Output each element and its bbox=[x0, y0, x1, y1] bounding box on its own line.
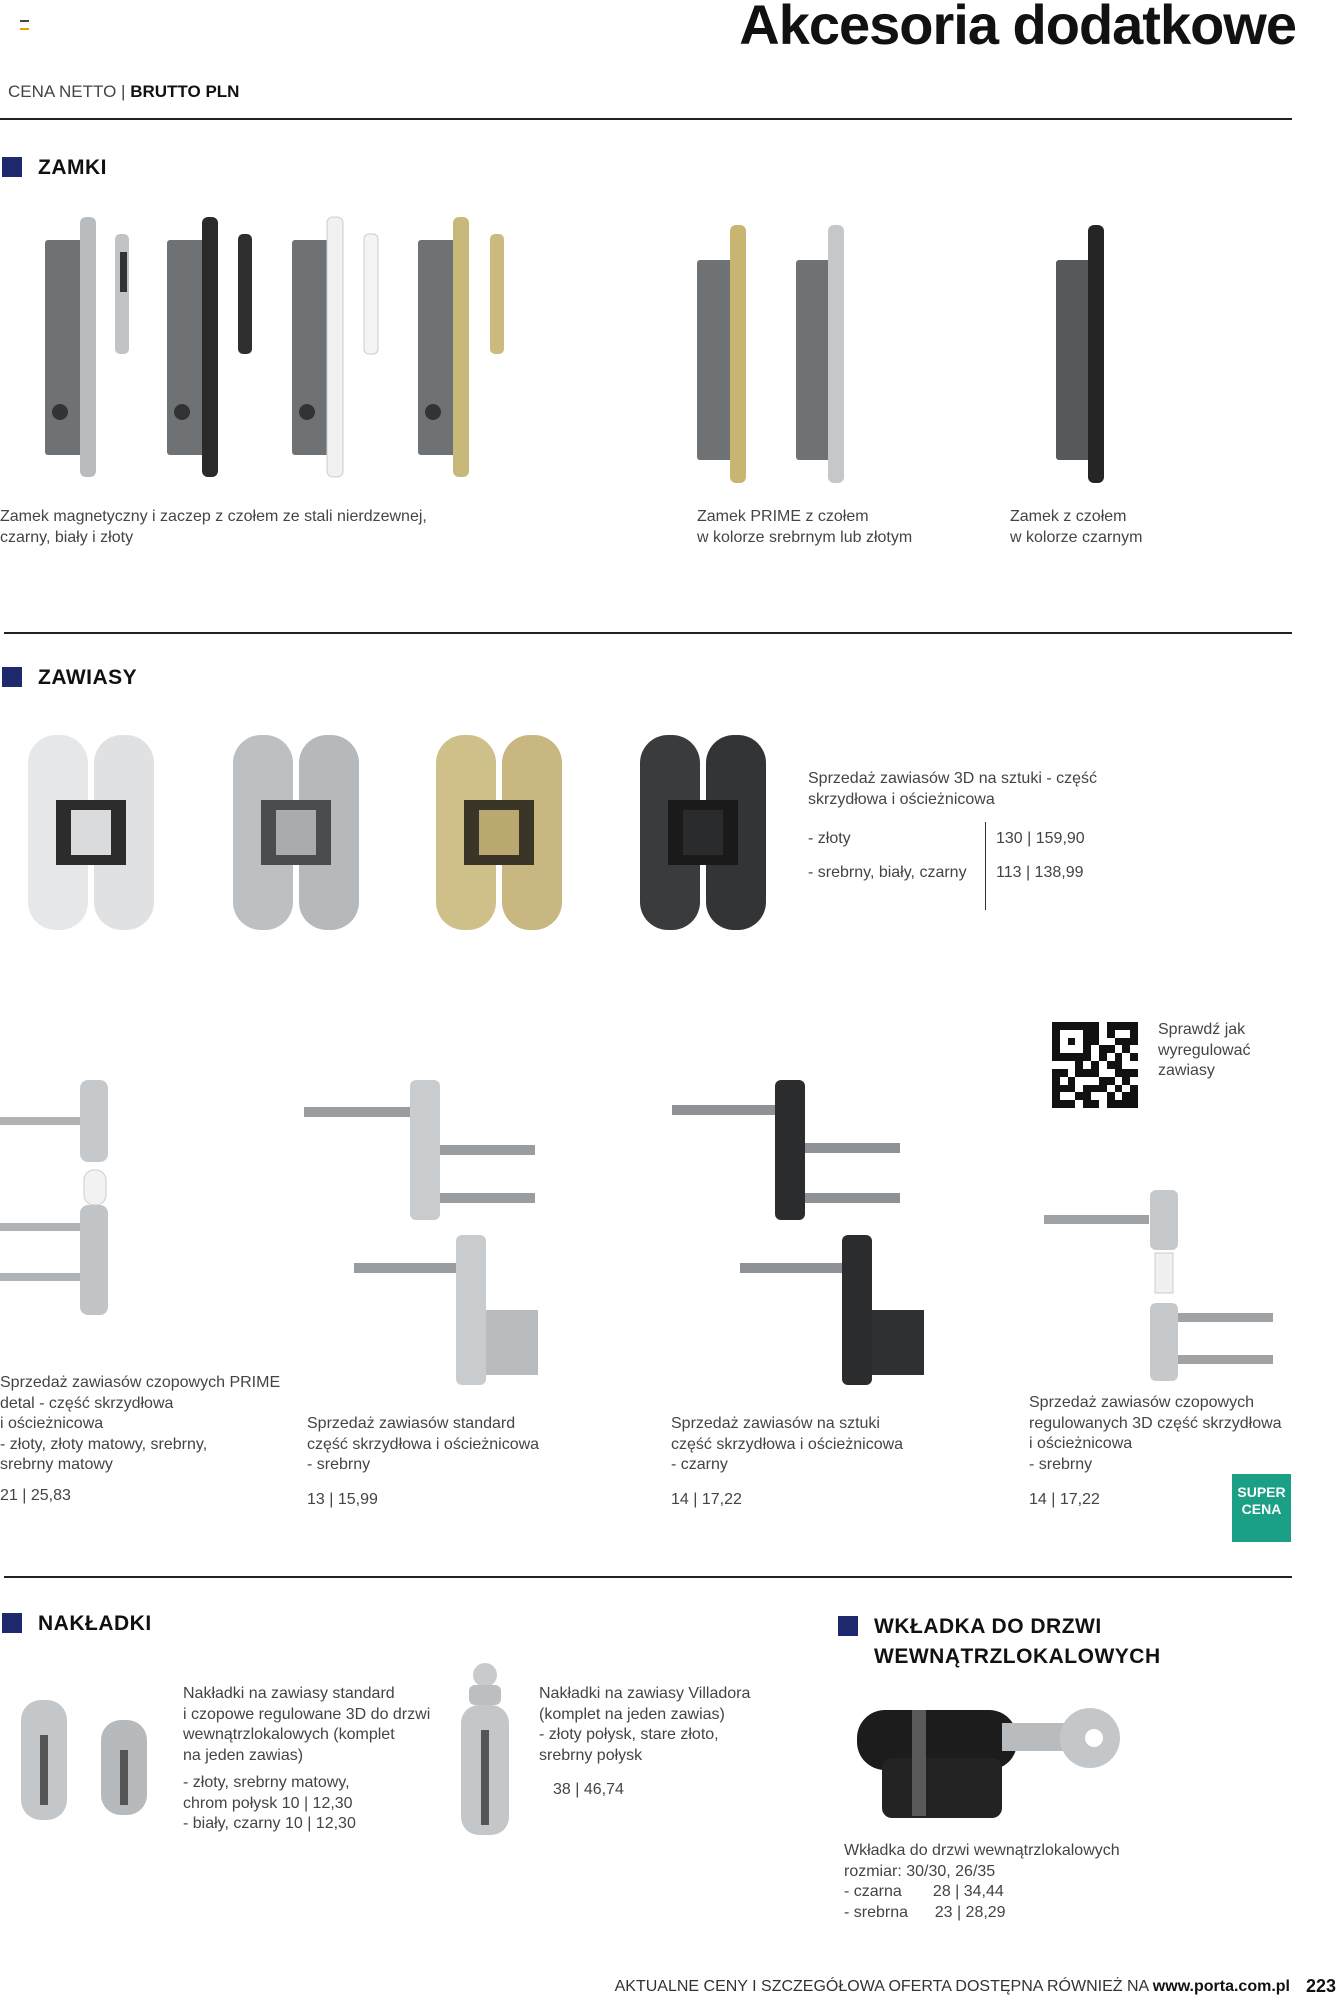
qr-module bbox=[1130, 1061, 1138, 1069]
section-heading-zawiasy bbox=[2, 666, 137, 690]
qr-module bbox=[1060, 1045, 1068, 1053]
hinges-3d-variant-silver: - srebrny, biały, czarny bbox=[808, 864, 967, 881]
caps-standard-variants: - złoty, srebrny matowy, chrom połysk 10 | 12,30 - biały, czarny 10 | 12,30 bbox=[183, 1774, 356, 1832]
qr-module bbox=[1091, 1077, 1099, 1085]
locks-magnetic-image bbox=[40, 212, 530, 482]
heading-text: NAKŁADKI bbox=[38, 1612, 152, 1635]
qr-module bbox=[1130, 1085, 1138, 1093]
qr-module bbox=[1122, 1030, 1130, 1038]
qr-module bbox=[1115, 1022, 1123, 1030]
hinges-3d-image bbox=[26, 730, 786, 935]
qr-module bbox=[1068, 1069, 1076, 1077]
qr-module bbox=[1083, 1092, 1091, 1100]
qr-module bbox=[1122, 1053, 1130, 1061]
qr-module bbox=[1099, 1085, 1107, 1093]
hinges-3d-price-silver: 113 | 138,99 bbox=[996, 864, 1084, 881]
qr-caption: Sprawdź jak wyregulować zawiasy bbox=[1158, 1021, 1251, 1079]
heading-marker bbox=[2, 157, 22, 177]
qr-module bbox=[1075, 1030, 1083, 1038]
qr-module bbox=[1052, 1069, 1060, 1077]
hinge-3d-pin-price: 14 | 17,22 bbox=[1029, 1491, 1100, 1508]
qr-module bbox=[1060, 1038, 1068, 1046]
qr-module bbox=[1060, 1022, 1068, 1030]
locks-prime-image bbox=[692, 220, 862, 490]
qr-module bbox=[1083, 1053, 1091, 1061]
heading-text: ZAWIASY bbox=[38, 666, 138, 689]
qr-module bbox=[1060, 1077, 1068, 1085]
qr-module bbox=[1052, 1022, 1060, 1030]
qr-module bbox=[1122, 1092, 1130, 1100]
qr-module bbox=[1075, 1022, 1083, 1030]
qr-module bbox=[1068, 1061, 1076, 1069]
qr-module bbox=[1052, 1038, 1060, 1046]
qr-module bbox=[1068, 1053, 1076, 1061]
footer-text bbox=[615, 1978, 1290, 1996]
caps-standard-desc: Nakładki na zawiasy standard i czopowe regulowane 3D do drzwi wewnątrzlokalowych (komplet na jeden zawias) bbox=[183, 1685, 431, 1764]
cylinder-desc: Wkładka do drzwi wewnątrzlokalowych rozmiar: 30/30, 26/35 - czarna 28 | 34,44 - srebrna 23 | 28,29 bbox=[844, 1842, 1120, 1921]
qr-module bbox=[1115, 1092, 1123, 1100]
qr-module bbox=[1115, 1030, 1123, 1038]
heading-text-line2: WEWNĄTRZLOKALOWYCH bbox=[874, 1645, 1161, 1668]
hinges-3d-variant-gold: - złoty bbox=[808, 830, 851, 847]
qr-module bbox=[1083, 1100, 1091, 1108]
qr-module bbox=[1115, 1077, 1123, 1085]
qr-module bbox=[1075, 1100, 1083, 1108]
qr-module bbox=[1083, 1038, 1091, 1046]
cylinder-image bbox=[852, 1688, 1127, 1828]
qr-module bbox=[1068, 1030, 1076, 1038]
qr-module bbox=[1091, 1038, 1099, 1046]
section-rule bbox=[4, 1576, 1292, 1578]
hinge-3d-pin-desc: Sprzedaż zawiasów czopowych regulowanych 3D część skrzydłowa i ościeżnicowa - srebrny bbox=[1029, 1394, 1282, 1473]
qr-module bbox=[1130, 1030, 1138, 1038]
qr-module bbox=[1115, 1069, 1123, 1077]
menu-icon[interactable] bbox=[20, 20, 29, 30]
qr-module bbox=[1122, 1077, 1130, 1085]
qr-module bbox=[1115, 1061, 1123, 1069]
qr-module bbox=[1068, 1092, 1076, 1100]
page-title: Akcesoria dodatkowe bbox=[739, 0, 1296, 56]
hinge-standard-desc: Sprzedaż zawiasów standard część skrzydłowa i ościeżnicowa - srebrny bbox=[307, 1415, 540, 1473]
qr-module bbox=[1091, 1100, 1099, 1108]
qr-module bbox=[1075, 1045, 1083, 1053]
qr-module bbox=[1075, 1069, 1083, 1077]
qr-module bbox=[1107, 1085, 1115, 1093]
lock-desc-prime: Zamek PRIME z czołem w kolorze srebrnym lub złotym bbox=[697, 508, 913, 546]
footer-note: AKTUALNE CENY I SZCZEGÓŁOWA OFERTA DOSTĘPNA RÓWNIEŻ NA bbox=[614, 1978, 1149, 1995]
qr-module bbox=[1075, 1085, 1083, 1093]
hinge-3d-pin-image bbox=[1042, 1185, 1282, 1385]
qr-module bbox=[1115, 1053, 1123, 1061]
price-legend: CENA NETTO | BRUTTO PLN bbox=[8, 82, 240, 101]
qr-module bbox=[1068, 1045, 1076, 1053]
qr-module bbox=[1075, 1038, 1083, 1046]
heading-marker bbox=[2, 667, 22, 687]
header-rule bbox=[0, 118, 1292, 120]
section-heading-wkladka bbox=[838, 1612, 1161, 1672]
qr-module bbox=[1052, 1061, 1060, 1069]
qr-module bbox=[1099, 1045, 1107, 1053]
lock-black-image bbox=[1052, 220, 1122, 490]
qr-module bbox=[1130, 1022, 1138, 1030]
qr-module bbox=[1115, 1085, 1123, 1093]
qr-module bbox=[1052, 1045, 1060, 1053]
qr-module bbox=[1091, 1022, 1099, 1030]
qr-module bbox=[1122, 1061, 1130, 1069]
qr-module bbox=[1122, 1069, 1130, 1077]
section-rule bbox=[4, 632, 1292, 634]
qr-module bbox=[1060, 1061, 1068, 1069]
qr-module bbox=[1060, 1069, 1068, 1077]
qr-module bbox=[1075, 1053, 1083, 1061]
qr-module bbox=[1060, 1053, 1068, 1061]
hinge-prime-desc: Sprzedaż zawiasów czopowych PRIME detal - część skrzydłowa i ościeżnicowa - złoty, złoty matowy, srebrny, srebrny matowy bbox=[0, 1374, 281, 1473]
qr-module bbox=[1052, 1100, 1060, 1108]
qr-module bbox=[1083, 1061, 1091, 1069]
qr-module bbox=[1052, 1053, 1060, 1061]
hinges-3d-desc: Sprzedaż zawiasów 3D na sztuki - część skrzydłowa i ościeżnicowa bbox=[808, 770, 1097, 808]
qr-module bbox=[1075, 1061, 1083, 1069]
section-heading-zamki bbox=[2, 156, 107, 180]
qr-module bbox=[1083, 1069, 1091, 1077]
qr-module bbox=[1107, 1069, 1115, 1077]
heading-text-line1: WKŁADKA DO DRZWI bbox=[874, 1615, 1102, 1638]
qr-module bbox=[1052, 1085, 1060, 1093]
qr-module bbox=[1099, 1061, 1107, 1069]
hinge-prime-price: 21 | 25,83 bbox=[0, 1487, 71, 1504]
heading-marker bbox=[838, 1616, 858, 1636]
qr-module bbox=[1083, 1085, 1091, 1093]
qr-module bbox=[1068, 1100, 1076, 1108]
qr-module bbox=[1060, 1092, 1068, 1100]
price-divider bbox=[985, 822, 986, 910]
qr-module bbox=[1099, 1100, 1107, 1108]
heading-text: ZAMKI bbox=[38, 156, 107, 179]
qr-module bbox=[1099, 1053, 1107, 1061]
qr-module bbox=[1130, 1069, 1138, 1077]
qr-module bbox=[1091, 1092, 1099, 1100]
qr-module bbox=[1107, 1030, 1115, 1038]
qr-module bbox=[1083, 1022, 1091, 1030]
caps-villadora-desc: Nakładki na zawiasy Villadora (komplet na jeden zawias) - złoty połysk, stare złoto, srebrny połysk bbox=[539, 1685, 751, 1764]
qr-module bbox=[1060, 1100, 1068, 1108]
qr-module bbox=[1122, 1045, 1130, 1053]
qr-module bbox=[1130, 1038, 1138, 1046]
qr-module bbox=[1115, 1045, 1123, 1053]
qr-module bbox=[1107, 1092, 1115, 1100]
qr-module bbox=[1068, 1085, 1076, 1093]
qr-module bbox=[1130, 1053, 1138, 1061]
hinge-black-price: 14 | 17,22 bbox=[671, 1491, 742, 1508]
qr-module bbox=[1130, 1077, 1138, 1085]
qr-module bbox=[1052, 1030, 1060, 1038]
qr-module bbox=[1091, 1045, 1099, 1053]
price-label-netto: CENA NETTO bbox=[8, 82, 117, 101]
qr-module bbox=[1068, 1038, 1076, 1046]
hinges-3d-price-gold: 130 | 159,90 bbox=[996, 830, 1085, 847]
qr-module bbox=[1099, 1069, 1107, 1077]
qr-module bbox=[1122, 1022, 1130, 1030]
qr-module bbox=[1099, 1038, 1107, 1046]
hinge-standard-image bbox=[302, 1075, 542, 1390]
qr-module bbox=[1075, 1077, 1083, 1085]
qr-module bbox=[1107, 1022, 1115, 1030]
heading-marker bbox=[2, 1613, 22, 1633]
qr-module bbox=[1083, 1077, 1091, 1085]
super-price-badge: SUPER CENA bbox=[1232, 1474, 1291, 1542]
qr-module bbox=[1130, 1100, 1138, 1108]
qr-module bbox=[1107, 1038, 1115, 1046]
hinge-prime-image bbox=[0, 1075, 120, 1325]
qr-module bbox=[1115, 1038, 1123, 1046]
qr-module bbox=[1107, 1053, 1115, 1061]
footer-link[interactable]: www.porta.com.pl bbox=[1152, 1978, 1290, 1995]
page-number: 223 bbox=[1305, 1976, 1336, 1996]
hinge-black-desc: Sprzedaż zawiasów na sztuki część skrzydłowa i ościeżnicowa - czarny bbox=[671, 1415, 904, 1473]
qr-module bbox=[1060, 1030, 1068, 1038]
section-heading-nakladki bbox=[2, 1612, 152, 1636]
qr-module bbox=[1122, 1085, 1130, 1093]
qr-module bbox=[1091, 1053, 1099, 1061]
hinge-black-image bbox=[670, 1075, 940, 1390]
qr-module bbox=[1083, 1030, 1091, 1038]
qr-module bbox=[1107, 1045, 1115, 1053]
qr-module bbox=[1052, 1077, 1060, 1085]
qr-module bbox=[1091, 1061, 1099, 1069]
qr-module bbox=[1091, 1069, 1099, 1077]
qr-module bbox=[1099, 1077, 1107, 1085]
qr-module bbox=[1091, 1030, 1099, 1038]
lock-desc-black: Zamek z czołem w kolorze czarnym bbox=[1010, 508, 1143, 546]
qr-module bbox=[1083, 1045, 1091, 1053]
qr-code[interactable] bbox=[1052, 1022, 1138, 1108]
qr-module bbox=[1115, 1100, 1123, 1108]
qr-module bbox=[1091, 1085, 1099, 1093]
qr-module bbox=[1075, 1092, 1083, 1100]
qr-module bbox=[1099, 1092, 1107, 1100]
qr-module bbox=[1107, 1100, 1115, 1108]
caps-villadora-price: 38 | 46,74 bbox=[553, 1781, 624, 1798]
caps-standard-image bbox=[18, 1695, 153, 1825]
qr-module bbox=[1068, 1077, 1076, 1085]
qr-module bbox=[1099, 1022, 1107, 1030]
qr-module bbox=[1130, 1092, 1138, 1100]
qr-module bbox=[1107, 1061, 1115, 1069]
qr-module bbox=[1122, 1100, 1130, 1108]
caps-villadora-image bbox=[455, 1660, 515, 1840]
qr-module bbox=[1130, 1045, 1138, 1053]
qr-module bbox=[1052, 1092, 1060, 1100]
price-label-brutto: BRUTTO PLN bbox=[130, 82, 240, 101]
qr-module bbox=[1107, 1077, 1115, 1085]
qr-module bbox=[1122, 1038, 1130, 1046]
qr-module bbox=[1068, 1022, 1076, 1030]
hinge-standard-price: 13 | 15,99 bbox=[307, 1491, 378, 1508]
lock-desc-magnetic: Zamek magnetyczny i zaczep z czołem ze stali nierdzewnej, czarny, biały i złoty bbox=[0, 508, 427, 546]
qr-module bbox=[1060, 1085, 1068, 1093]
qr-module bbox=[1099, 1030, 1107, 1038]
